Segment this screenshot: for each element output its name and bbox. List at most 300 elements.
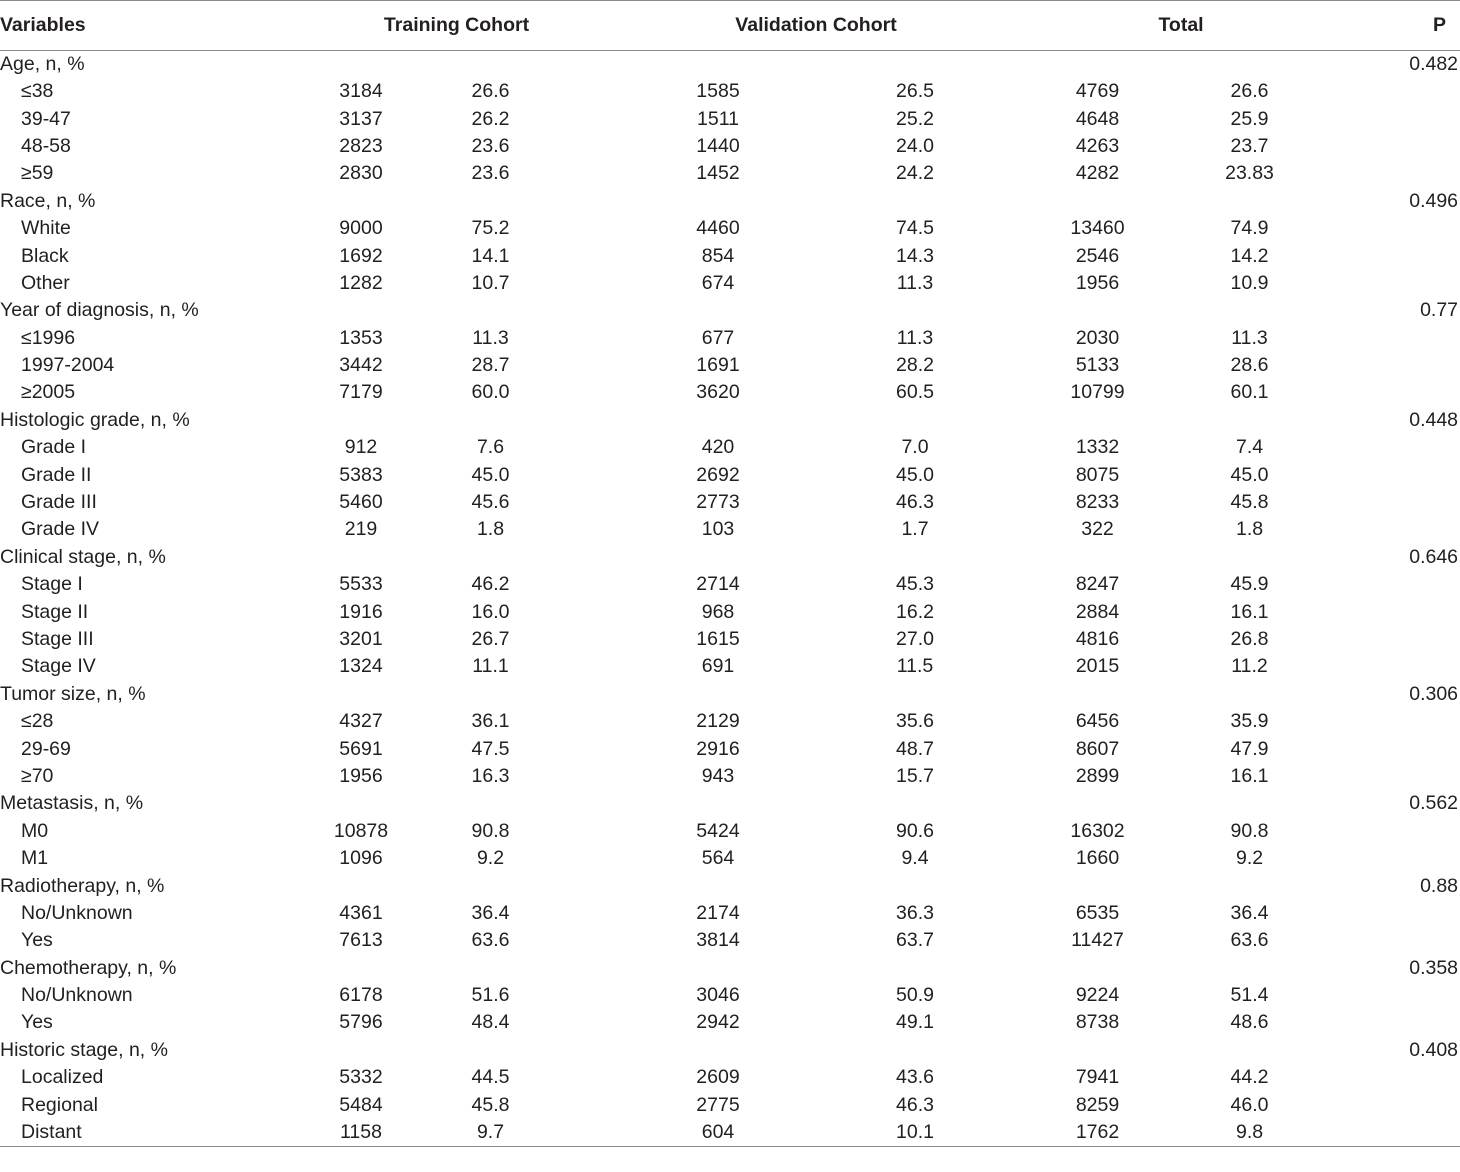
total-n-cell bbox=[1047, 955, 1150, 982]
total-pct-cell: 16.1 bbox=[1230, 600, 1269, 623]
table-row bbox=[0, 626, 1460, 653]
p-value-cell bbox=[1403, 1009, 1460, 1036]
validation-pct-cell: 48.7 bbox=[896, 737, 934, 760]
table-row bbox=[0, 1119, 1460, 1147]
validation-pct-cell bbox=[781, 1037, 1047, 1064]
variable-cell: Yes bbox=[21, 929, 53, 952]
total-n-cell: 4282 bbox=[1075, 162, 1120, 185]
p-value-cell bbox=[1403, 242, 1460, 269]
total-pct-cell: 25.9 bbox=[1230, 107, 1269, 130]
p-value-cell: 0.88 bbox=[1420, 874, 1459, 897]
training-n-cell bbox=[300, 955, 412, 982]
validation-n-cell: 5424 bbox=[696, 819, 740, 842]
training-n-cell: 6178 bbox=[339, 984, 383, 1007]
p-value-cell bbox=[1403, 900, 1460, 927]
validation-n-cell: 1511 bbox=[697, 107, 739, 130]
training-n-cell bbox=[300, 872, 412, 899]
variable-cell: No/Unknown bbox=[21, 901, 133, 924]
training-n-cell: 1353 bbox=[339, 326, 383, 349]
training-n-cell: 4361 bbox=[339, 901, 383, 924]
training-pct-cell: 51.6 bbox=[471, 984, 510, 1007]
total-n-cell: 1332 bbox=[1075, 436, 1120, 459]
validation-n-cell: 674 bbox=[701, 271, 735, 294]
validation-pct-cell bbox=[781, 51, 1047, 79]
variable-cell: Histologic grade, n, % bbox=[0, 408, 190, 431]
training-pct-cell: 90.8 bbox=[471, 819, 510, 842]
total-n-cell: 4816 bbox=[1075, 628, 1120, 650]
table-row bbox=[0, 818, 1460, 845]
training-pct-cell bbox=[412, 955, 665, 982]
table-row bbox=[0, 653, 1460, 680]
table-row bbox=[0, 1009, 1460, 1036]
validation-pct-cell: 11.3 bbox=[896, 326, 934, 349]
training-n-cell: 1324 bbox=[339, 655, 383, 678]
training-n-cell bbox=[300, 790, 412, 817]
validation-n-cell: 2714 bbox=[696, 573, 740, 596]
p-value-cell: 0.358 bbox=[1409, 956, 1459, 979]
variable-cell: 1997-2004 bbox=[21, 354, 115, 377]
total-n-cell bbox=[1047, 407, 1150, 434]
validation-pct-cell: 25.2 bbox=[896, 107, 934, 130]
validation-n-cell bbox=[665, 297, 781, 324]
table-group-row bbox=[0, 1037, 1460, 1064]
p-value-cell bbox=[1403, 133, 1460, 160]
validation-n-cell: 2692 bbox=[696, 463, 740, 486]
p-value-cell: 0.646 bbox=[1409, 545, 1459, 568]
training-n-cell: 4327 bbox=[339, 710, 383, 733]
table-group-row bbox=[0, 407, 1460, 434]
table-row bbox=[0, 352, 1460, 379]
p-value-cell bbox=[1403, 434, 1460, 461]
table-body bbox=[0, 51, 1460, 1147]
validation-n-cell bbox=[665, 407, 781, 434]
training-n-cell: 5533 bbox=[339, 573, 383, 596]
training-pct-cell bbox=[412, 681, 665, 708]
p-value-cell: 0.448 bbox=[1409, 408, 1459, 431]
validation-n-cell: 2773 bbox=[696, 491, 740, 514]
variable-cell: Stage I bbox=[21, 573, 83, 596]
total-pct-cell bbox=[1150, 790, 1403, 817]
training-n-cell: 1692 bbox=[339, 244, 383, 267]
total-n-cell: 8607 bbox=[1075, 737, 1120, 760]
table-row bbox=[0, 379, 1460, 406]
total-pct-cell: 9.8 bbox=[1150, 1119, 1403, 1147]
validation-n-cell: 691 bbox=[701, 655, 735, 678]
p-value-cell bbox=[1403, 105, 1460, 132]
table-row bbox=[0, 927, 1460, 954]
training-n-cell: 9000 bbox=[339, 217, 383, 240]
validation-pct-cell: 1.7 bbox=[901, 518, 929, 541]
validation-pct-cell: 36.3 bbox=[896, 901, 934, 924]
training-pct-cell: 48.4 bbox=[471, 1011, 510, 1034]
training-n-cell bbox=[300, 544, 412, 571]
total-pct-cell: 23.83 bbox=[1225, 162, 1274, 185]
training-pct-cell: 9.7 bbox=[412, 1119, 665, 1147]
validation-n-cell: 1691 bbox=[696, 354, 740, 377]
p-value-cell: 0.408 bbox=[1409, 1038, 1459, 1061]
header-total: Total bbox=[1047, 1, 1403, 51]
training-pct-cell bbox=[412, 544, 665, 571]
training-n-cell: 5383 bbox=[339, 463, 383, 486]
variable-cell: Yes bbox=[21, 1011, 53, 1034]
p-value-cell bbox=[1403, 982, 1460, 1009]
total-n-cell bbox=[1047, 544, 1150, 571]
total-pct-cell bbox=[1150, 872, 1403, 899]
training-pct-cell: 23.6 bbox=[471, 134, 510, 157]
validation-pct-cell: 49.1 bbox=[896, 1011, 934, 1034]
table-row bbox=[0, 735, 1460, 762]
total-n-cell bbox=[1047, 1037, 1150, 1064]
validation-pct-cell bbox=[781, 681, 1047, 708]
variable-cell: Race, n, % bbox=[0, 189, 96, 212]
total-pct-cell: 9.2 bbox=[1235, 847, 1264, 870]
total-pct-cell: 14.2 bbox=[1230, 244, 1269, 267]
p-value-cell bbox=[1403, 160, 1460, 187]
variable-cell: Grade I bbox=[21, 436, 87, 459]
validation-pct-cell bbox=[781, 955, 1047, 982]
variable-cell: Age, n, % bbox=[0, 53, 85, 75]
validation-pct-cell: 11.5 bbox=[896, 655, 934, 678]
training-pct-cell: 60.0 bbox=[471, 381, 510, 404]
training-pct-cell: 26.6 bbox=[471, 80, 510, 103]
validation-pct-cell bbox=[781, 297, 1047, 324]
validation-pct-cell bbox=[781, 872, 1047, 899]
training-pct-cell bbox=[412, 790, 665, 817]
table-header-row bbox=[0, 1, 1460, 51]
p-value-cell bbox=[1403, 1091, 1460, 1118]
validation-pct-cell: 27.0 bbox=[896, 628, 934, 650]
table-group-row bbox=[0, 544, 1460, 571]
variable-cell: ≤1996 bbox=[21, 326, 76, 349]
training-n-cell: 3442 bbox=[339, 354, 383, 377]
validation-pct-cell: 24.0 bbox=[896, 134, 934, 157]
total-n-cell: 5133 bbox=[1075, 354, 1120, 377]
validation-pct-cell bbox=[781, 407, 1047, 434]
variable-cell: Stage IV bbox=[21, 655, 96, 678]
validation-n-cell: 3814 bbox=[696, 929, 740, 952]
total-pct-cell: 74.9 bbox=[1230, 217, 1269, 240]
table-row bbox=[0, 598, 1460, 625]
variable-cell: Tumor size, n, % bbox=[0, 682, 146, 705]
table-row bbox=[0, 215, 1460, 242]
training-n-cell bbox=[300, 407, 412, 434]
validation-n-cell: 2916 bbox=[696, 737, 740, 760]
variable-cell: Year of diagnosis, n, % bbox=[0, 299, 199, 322]
validation-n-cell bbox=[665, 681, 781, 708]
validation-pct-cell bbox=[781, 790, 1047, 817]
total-n-cell bbox=[1047, 51, 1150, 79]
variable-cell: 29-69 bbox=[21, 737, 71, 760]
variable-cell: Grade IV bbox=[21, 518, 100, 541]
total-pct-cell: 1.8 bbox=[1235, 518, 1264, 541]
training-pct-cell: 36.1 bbox=[471, 710, 510, 733]
p-value-cell bbox=[1403, 653, 1460, 680]
training-n-cell: 5796 bbox=[339, 1011, 383, 1034]
validation-n-cell bbox=[665, 544, 781, 571]
total-n-cell: 16302 bbox=[1070, 819, 1125, 842]
validation-n-cell: 1440 bbox=[696, 134, 740, 157]
validation-n-cell: 1615 bbox=[696, 628, 740, 650]
training-n-cell bbox=[300, 51, 412, 79]
total-pct-cell bbox=[1150, 188, 1403, 215]
total-pct-cell: 11.2 bbox=[1231, 655, 1268, 678]
table-row bbox=[0, 982, 1460, 1009]
total-n-cell: 11427 bbox=[1071, 929, 1124, 952]
validation-n-cell: 2609 bbox=[696, 1066, 740, 1089]
total-pct-cell bbox=[1150, 1037, 1403, 1064]
total-n-cell: 8259 bbox=[1075, 1093, 1120, 1116]
variable-cell: Chemotherapy, n, % bbox=[0, 956, 177, 979]
table-group-row bbox=[0, 681, 1460, 708]
total-pct-cell: 16.1 bbox=[1230, 764, 1269, 787]
p-value-cell bbox=[1403, 818, 1460, 845]
p-value-cell bbox=[1403, 352, 1460, 379]
validation-pct-cell: 46.3 bbox=[896, 491, 934, 514]
training-pct-cell bbox=[412, 1037, 665, 1064]
validation-pct-cell: 74.5 bbox=[896, 217, 934, 240]
total-n-cell: 2015 bbox=[1075, 655, 1120, 678]
table-group-row bbox=[0, 872, 1460, 899]
training-n-cell: 1096 bbox=[339, 847, 383, 870]
training-n-cell: 5332 bbox=[339, 1066, 383, 1089]
training-n-cell: 1956 bbox=[339, 764, 383, 787]
table-row bbox=[0, 133, 1460, 160]
p-value-cell bbox=[1403, 516, 1460, 543]
validation-pct-cell: 90.6 bbox=[896, 819, 934, 842]
validation-pct-cell: 26.5 bbox=[896, 80, 934, 103]
total-pct-cell: 46.0 bbox=[1230, 1093, 1269, 1116]
validation-n-cell: 564 bbox=[701, 847, 735, 870]
training-n-cell: 1158 bbox=[300, 1119, 412, 1147]
total-n-cell: 2546 bbox=[1075, 244, 1120, 267]
total-pct-cell bbox=[1150, 407, 1403, 434]
table-group-row bbox=[0, 297, 1460, 324]
validation-n-cell: 677 bbox=[701, 326, 735, 349]
p-value-cell bbox=[1403, 489, 1460, 516]
table-row bbox=[0, 434, 1460, 461]
validation-n-cell: 604 bbox=[665, 1119, 781, 1147]
variable-cell: 48-58 bbox=[21, 134, 71, 157]
total-pct-cell bbox=[1150, 297, 1403, 324]
variable-cell: No/Unknown bbox=[21, 984, 133, 1007]
training-n-cell: 5691 bbox=[339, 737, 383, 760]
p-value-cell bbox=[1403, 735, 1460, 762]
training-pct-cell: 7.6 bbox=[476, 436, 505, 459]
training-n-cell bbox=[300, 188, 412, 215]
validation-pct-cell: 16.2 bbox=[896, 600, 934, 623]
training-pct-cell: 45.8 bbox=[471, 1093, 510, 1116]
table-row bbox=[0, 845, 1460, 872]
total-n-cell: 4263 bbox=[1075, 134, 1120, 157]
p-value-cell bbox=[1403, 708, 1460, 735]
training-pct-cell: 11.1 bbox=[472, 655, 509, 678]
variable-cell: Grade II bbox=[21, 463, 92, 486]
variable-cell: White bbox=[21, 217, 71, 240]
variable-cell: M1 bbox=[21, 847, 49, 870]
p-value-cell bbox=[1403, 845, 1460, 872]
training-n-cell bbox=[300, 681, 412, 708]
training-pct-cell: 16.0 bbox=[471, 600, 510, 623]
variable-cell: Other bbox=[21, 271, 70, 294]
table-row bbox=[0, 325, 1460, 352]
total-n-cell bbox=[1047, 790, 1150, 817]
total-n-cell bbox=[1047, 681, 1150, 708]
table-row bbox=[0, 571, 1460, 598]
validation-n-cell: 103 bbox=[701, 518, 735, 541]
validation-n-cell: 3046 bbox=[696, 984, 740, 1007]
p-value-cell: 0.306 bbox=[1409, 682, 1459, 705]
training-n-cell: 10878 bbox=[333, 819, 389, 842]
validation-n-cell bbox=[665, 790, 781, 817]
variable-cell: Stage II bbox=[21, 600, 89, 623]
validation-pct-cell: 63.7 bbox=[896, 929, 934, 952]
variable-cell: Black bbox=[21, 244, 69, 267]
validation-pct-cell: 35.6 bbox=[896, 710, 934, 733]
variable-cell: ≥59 bbox=[21, 162, 54, 185]
total-n-cell: 2030 bbox=[1075, 326, 1120, 349]
validation-pct-cell: 7.0 bbox=[901, 436, 929, 459]
p-value-cell bbox=[1403, 1119, 1460, 1147]
training-n-cell bbox=[300, 297, 412, 324]
p-value-cell bbox=[1403, 927, 1460, 954]
validation-n-cell bbox=[665, 872, 781, 899]
training-pct-cell: 44.5 bbox=[471, 1066, 510, 1089]
total-n-cell bbox=[1047, 188, 1150, 215]
training-n-cell: 3201 bbox=[339, 628, 383, 650]
total-n-cell bbox=[1047, 872, 1150, 899]
validation-pct-cell: 60.5 bbox=[896, 381, 934, 404]
total-pct-cell: 51.4 bbox=[1230, 984, 1269, 1007]
total-pct-cell: 63.6 bbox=[1230, 929, 1269, 952]
training-pct-cell bbox=[412, 297, 665, 324]
total-n-cell: 8247 bbox=[1075, 573, 1120, 596]
validation-pct-cell: 14.3 bbox=[896, 244, 934, 267]
training-pct-cell: 1.8 bbox=[476, 518, 505, 541]
validation-n-cell bbox=[665, 188, 781, 215]
training-n-cell: 3137 bbox=[339, 107, 383, 130]
table-row bbox=[0, 270, 1460, 297]
total-pct-cell: 90.8 bbox=[1230, 819, 1269, 842]
total-n-cell: 7941 bbox=[1075, 1066, 1120, 1089]
training-pct-cell: 26.7 bbox=[471, 628, 510, 650]
validation-n-cell: 2942 bbox=[696, 1011, 740, 1034]
table-group-row bbox=[0, 51, 1460, 79]
validation-pct-cell: 50.9 bbox=[896, 984, 934, 1007]
training-pct-cell: 14.1 bbox=[471, 244, 510, 267]
training-n-cell: 7179 bbox=[339, 381, 383, 404]
p-value-cell bbox=[1403, 626, 1460, 653]
total-n-cell: 10799 bbox=[1070, 381, 1125, 404]
training-pct-cell bbox=[412, 407, 665, 434]
training-pct-cell: 28.7 bbox=[471, 354, 510, 377]
header-variables: Variables bbox=[0, 1, 300, 51]
total-pct-cell: 48.6 bbox=[1230, 1011, 1269, 1034]
table-row bbox=[0, 1091, 1460, 1118]
total-pct-cell: 7.4 bbox=[1235, 436, 1264, 459]
total-pct-cell: 35.9 bbox=[1230, 710, 1269, 733]
header-training-cohort: Training Cohort bbox=[300, 1, 665, 51]
training-n-cell: 2823 bbox=[339, 134, 383, 157]
training-pct-cell bbox=[412, 51, 665, 79]
total-n-cell bbox=[1047, 297, 1150, 324]
table-group-row bbox=[0, 955, 1460, 982]
variable-cell: Distant bbox=[0, 1119, 300, 1147]
table-row bbox=[0, 1064, 1460, 1091]
variable-cell: ≥2005 bbox=[21, 381, 76, 404]
total-pct-cell: 44.2 bbox=[1230, 1066, 1269, 1089]
total-pct-cell: 45.9 bbox=[1230, 573, 1269, 596]
training-pct-cell: 23.6 bbox=[471, 162, 510, 185]
training-pct-cell: 63.6 bbox=[471, 929, 510, 952]
total-pct-cell: 11.3 bbox=[1231, 326, 1268, 349]
total-pct-cell: 60.1 bbox=[1230, 381, 1269, 404]
variable-cell: Radiotherapy, n, % bbox=[0, 874, 165, 897]
total-n-cell: 8075 bbox=[1075, 463, 1120, 486]
training-n-cell bbox=[300, 1037, 412, 1064]
table-row bbox=[0, 763, 1460, 790]
training-n-cell: 5484 bbox=[339, 1093, 383, 1116]
variable-cell: Grade III bbox=[21, 491, 97, 514]
training-pct-cell: 47.5 bbox=[471, 737, 510, 760]
training-pct-cell: 26.2 bbox=[471, 107, 510, 130]
validation-pct-cell: 28.2 bbox=[896, 354, 934, 377]
total-n-cell: 1762 bbox=[1047, 1119, 1150, 1147]
table-row bbox=[0, 516, 1460, 543]
table-group-row bbox=[0, 188, 1460, 215]
variable-cell: ≥70 bbox=[21, 764, 54, 787]
validation-n-cell: 2775 bbox=[696, 1093, 740, 1116]
p-value-cell: 0.562 bbox=[1409, 792, 1459, 815]
validation-n-cell: 420 bbox=[701, 436, 735, 459]
variable-cell: Regional bbox=[21, 1093, 98, 1116]
validation-pct-cell: 45.0 bbox=[896, 463, 934, 486]
variable-cell: Stage III bbox=[21, 628, 94, 650]
p-value-cell bbox=[1403, 598, 1460, 625]
variable-cell: 39-47 bbox=[21, 107, 71, 130]
p-value-cell: 0.496 bbox=[1409, 189, 1459, 212]
p-value-cell bbox=[1403, 270, 1460, 297]
training-n-cell: 1282 bbox=[339, 271, 383, 294]
total-n-cell: 2899 bbox=[1075, 764, 1120, 787]
training-pct-cell: 45.6 bbox=[471, 491, 510, 514]
header-p-value: P bbox=[1403, 1, 1460, 51]
total-n-cell: 4769 bbox=[1075, 80, 1120, 103]
total-pct-cell bbox=[1150, 544, 1403, 571]
validation-n-cell: 1585 bbox=[696, 80, 740, 103]
total-n-cell: 322 bbox=[1081, 518, 1114, 541]
training-n-cell: 7613 bbox=[339, 929, 383, 952]
validation-n-cell bbox=[665, 955, 781, 982]
total-pct-cell: 10.9 bbox=[1230, 271, 1269, 294]
validation-n-cell bbox=[665, 1037, 781, 1064]
training-pct-cell: 16.3 bbox=[471, 764, 510, 787]
total-pct-cell: 28.6 bbox=[1230, 354, 1269, 377]
validation-pct-cell: 43.6 bbox=[896, 1066, 934, 1089]
training-pct-cell: 45.0 bbox=[471, 463, 510, 486]
validation-pct-cell: 24.2 bbox=[896, 162, 934, 185]
total-n-cell: 1956 bbox=[1075, 271, 1120, 294]
p-value-cell bbox=[1403, 571, 1460, 598]
training-n-cell: 3184 bbox=[339, 80, 383, 103]
table-row bbox=[0, 900, 1460, 927]
validation-n-cell: 1452 bbox=[696, 162, 740, 185]
training-pct-cell: 36.4 bbox=[471, 901, 510, 924]
validation-n-cell: 854 bbox=[701, 244, 735, 267]
training-pct-cell: 10.7 bbox=[471, 271, 510, 294]
total-pct-cell: 47.9 bbox=[1230, 737, 1269, 760]
total-n-cell: 4648 bbox=[1075, 107, 1120, 130]
validation-n-cell: 2129 bbox=[696, 710, 740, 733]
